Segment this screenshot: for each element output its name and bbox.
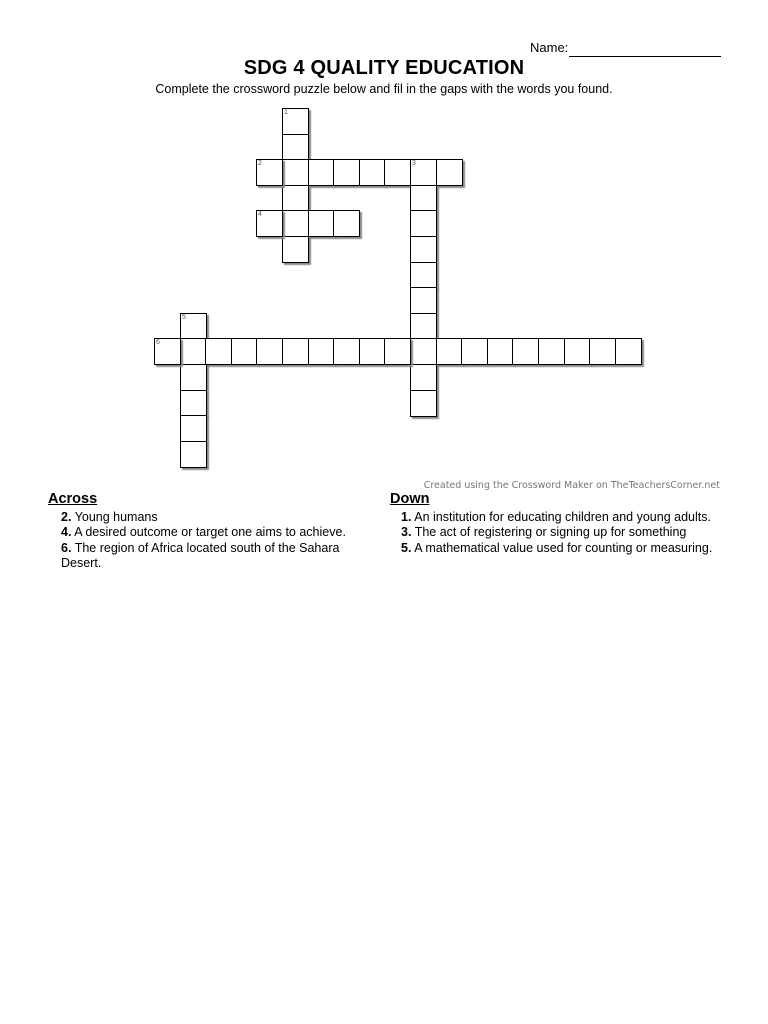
grid-cell[interactable] xyxy=(282,159,309,186)
down-clue xyxy=(390,541,720,557)
grid-cell[interactable] xyxy=(256,210,283,237)
grid-cell[interactable] xyxy=(461,338,488,365)
grid-cell[interactable] xyxy=(282,134,309,161)
across-heading: Across xyxy=(48,491,98,507)
grid-cell[interactable] xyxy=(410,287,437,314)
clue-text: Young humans xyxy=(74,509,158,524)
clue-text: A desired outcome or target one aims to achieve. xyxy=(74,525,346,539)
grid-cell[interactable] xyxy=(538,338,565,365)
clue-number-label: 2 xyxy=(258,160,262,167)
across-clue xyxy=(48,541,368,572)
clue-number-label: 5 xyxy=(182,314,186,321)
clue-number: 3. xyxy=(401,525,412,539)
grid-cell[interactable] xyxy=(180,313,207,340)
grid-cell[interactable] xyxy=(180,415,207,442)
grid-cell[interactable] xyxy=(564,338,591,365)
grid-cell[interactable] xyxy=(282,338,309,365)
clue-number-label: 1 xyxy=(284,109,288,116)
grid-cell[interactable] xyxy=(205,338,232,365)
grid-cell[interactable] xyxy=(180,338,207,365)
grid-cell[interactable] xyxy=(282,236,309,263)
grid-cell[interactable] xyxy=(282,108,309,135)
clue-text: The act of registering or signing up for something xyxy=(414,525,687,539)
grid-cell[interactable] xyxy=(256,338,283,365)
across-clue xyxy=(48,525,368,541)
clue-number: 5. xyxy=(401,540,412,555)
down-clues xyxy=(390,492,720,556)
across-clues xyxy=(48,492,368,572)
clue-number: 6. xyxy=(61,540,72,555)
grid-cell[interactable] xyxy=(410,262,437,289)
credit-text: Created using the Crossword Maker on TheTeachersCorner.net xyxy=(423,480,720,491)
grid-cell[interactable] xyxy=(308,159,335,186)
instructions: Complete the crossword puzzle below and fil in the gaps with the words you found. xyxy=(155,82,613,96)
grid-cell[interactable] xyxy=(333,210,360,237)
grid-cell[interactable] xyxy=(410,159,437,186)
grid-cell[interactable] xyxy=(410,390,437,417)
grid-cell[interactable] xyxy=(154,338,181,365)
grid-cell[interactable] xyxy=(410,210,437,237)
grid-cell[interactable] xyxy=(333,159,360,186)
grid-cell[interactable] xyxy=(436,338,463,365)
grid-cell[interactable] xyxy=(512,338,539,365)
clue-number: 2. xyxy=(61,509,72,524)
grid-cell[interactable] xyxy=(180,390,207,417)
clue-number-label: 3 xyxy=(412,160,416,167)
crossword-grid xyxy=(0,0,768,480)
clue-text: The region of Africa located south of the Sahara Desert. xyxy=(61,540,340,570)
grid-cell[interactable] xyxy=(589,338,616,365)
grid-cell[interactable] xyxy=(180,364,207,391)
grid-cell[interactable] xyxy=(359,159,386,186)
grid-cell[interactable] xyxy=(359,338,386,365)
clue-text: An institution for educating children and young adults. xyxy=(414,509,711,524)
clue-number: 1. xyxy=(401,509,412,524)
grid-cell[interactable] xyxy=(410,236,437,263)
grid-cell[interactable] xyxy=(410,364,437,391)
grid-cell[interactable] xyxy=(282,210,309,237)
name-label: Name: xyxy=(530,40,569,55)
grid-cell[interactable] xyxy=(308,210,335,237)
grid-cell[interactable] xyxy=(384,159,411,186)
grid-cell[interactable] xyxy=(180,441,207,468)
grid-cell[interactable] xyxy=(487,338,514,365)
grid-cell[interactable] xyxy=(333,338,360,365)
grid-cell[interactable] xyxy=(384,338,411,365)
clue-number: 4. xyxy=(61,525,72,539)
grid-cell[interactable] xyxy=(410,338,437,365)
grid-cell[interactable] xyxy=(436,159,463,186)
down-heading: Down xyxy=(390,491,430,507)
clue-number-label: 6 xyxy=(156,339,160,346)
clue-number-label: 4 xyxy=(258,211,262,218)
grid-cell[interactable] xyxy=(410,185,437,212)
page-title: SDG 4 QUALITY EDUCATION xyxy=(243,57,525,79)
clue-text: A mathematical value used for counting or measuring. xyxy=(414,540,713,555)
across-clue xyxy=(48,510,368,526)
down-clue xyxy=(390,510,720,526)
grid-cell[interactable] xyxy=(308,338,335,365)
grid-cell[interactable] xyxy=(231,338,258,365)
grid-cell[interactable] xyxy=(615,338,642,365)
grid-cell[interactable] xyxy=(282,185,309,212)
grid-cell[interactable] xyxy=(410,313,437,340)
down-clue xyxy=(390,525,720,541)
grid-cell[interactable] xyxy=(256,159,283,186)
